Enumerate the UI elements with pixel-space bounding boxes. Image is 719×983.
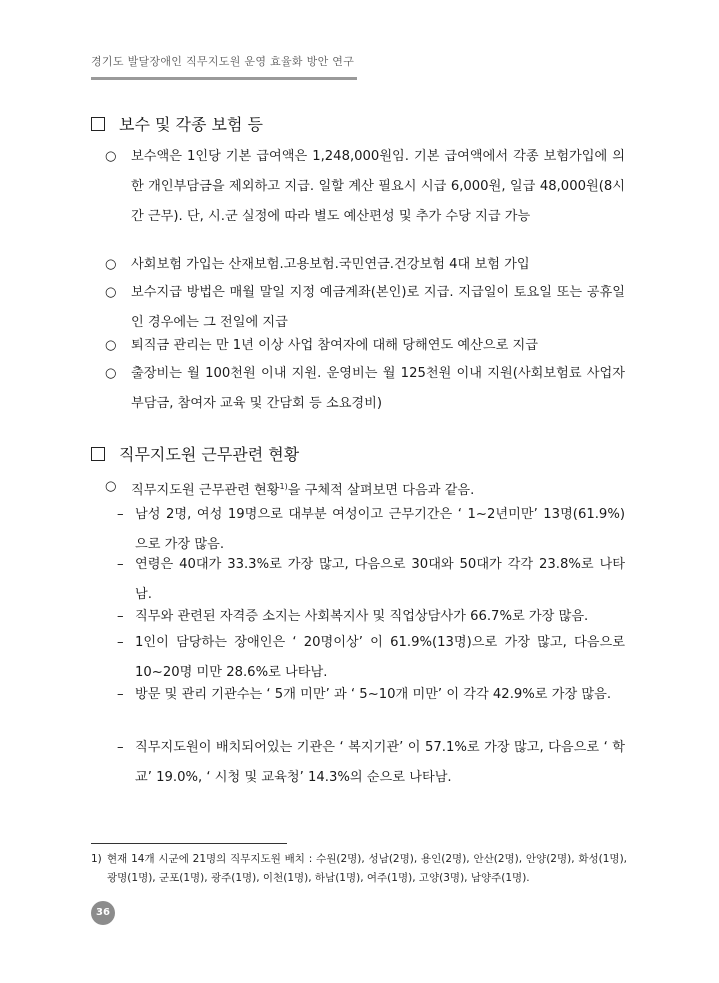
section-title-text: 직무지도원 근무관련 현황 — [119, 445, 300, 464]
list-item-text: 퇴직금 관리는 만 1년 이상 사업 참여자에 대해 당해연도 예산으로 지급 — [131, 338, 539, 353]
dash-bullet-icon: – — [117, 740, 124, 755]
list-item — [105, 250, 625, 280]
circle-bullet-icon: ○ — [105, 257, 117, 272]
footnote-text: 현재 14개 시군에 21명의 직무지도원 배치 : 수원(2명), 성남(2명), 용인(2명), 안산(2명), 안양(2명), 화성(1명), 광명(1명), 군포(1명), 광주(1명), 이천(1명), 하남(1명), 여주(1명), 고양(3명), 남양주(1명). — [107, 853, 627, 884]
list-item — [105, 359, 625, 419]
footnote — [91, 850, 627, 888]
page-number-badge: 36 — [91, 901, 115, 925]
dash-item-text: 방문 및 관리 기관수는 ‘ 5개 미만’ 과 ‘ 5~10개 미만’ 이 각각 42.9%로 가장 많음. — [135, 687, 612, 702]
circle-bullet-icon: ○ — [105, 366, 117, 381]
section-title-text: 보수 및 각종 보험 등 — [119, 115, 263, 134]
list-item — [105, 278, 625, 338]
circle-bullet-icon: ○ — [105, 338, 117, 353]
dash-item — [117, 550, 625, 610]
header-rule — [91, 77, 357, 80]
list-item-text: 사회보험 가입는 산재보험.고용보험.국민연금.건강보험 4대 보험 가입 — [131, 257, 530, 272]
section-title-pay-insurance — [91, 112, 263, 135]
dash-item-text: 직무지도원이 배치되어있는 기관은 ‘ 복지기관’ 이 57.1%로 가장 많고, 다음으로 ‘ 학교’ 19.0%, ‘ 시청 및 교육청’ 14.3%의 순으로 나타남. — [135, 740, 625, 785]
dash-bullet-icon: – — [117, 557, 124, 572]
circle-bullet-icon: ○ — [105, 149, 117, 164]
dash-item — [117, 733, 625, 793]
footnote-number: 1) — [91, 853, 102, 865]
footnote-rule — [91, 843, 287, 844]
dash-bullet-icon: – — [117, 635, 124, 650]
section-square-marker — [91, 447, 105, 461]
list-item-text: 출장비는 월 100천원 이내 지원. 운영비는 월 125천원 이내 지원(사회보험료 사업자부담금, 참여자 교육 및 간담회 등 소요경비) — [131, 366, 625, 411]
dash-item — [117, 628, 625, 688]
dash-item — [117, 680, 625, 710]
dash-item-text: 남성 2명, 여성 19명으로 대부분 여성이고 근무기간은 ‘ 1~2년미만’ 13명(61.9%)으로 가장 많음. — [135, 507, 625, 552]
section-title-work-status — [91, 442, 299, 465]
list-item — [105, 142, 625, 232]
dash-bullet-icon: – — [117, 609, 124, 624]
circle-bullet-icon: ○ — [105, 285, 117, 300]
footnote-reference: 1) — [279, 482, 288, 491]
dash-item-text: 직무와 관련된 자격증 소지는 사회복지사 및 직업상담사가 66.7%로 가장 많음. — [135, 609, 589, 624]
list-item-text: 직무지도원 근무관련 현황$^{1)}$을 구체적 살펴보면 다음과 같음. — [131, 482, 475, 498]
dash-bullet-icon: – — [117, 687, 124, 702]
section-square-marker — [91, 117, 105, 131]
running-head: 경기도 발달장애인 직무지도원 운영 효율화 방안 연구 — [91, 55, 355, 68]
dash-item-text: 연령은 40대가 33.3%로 가장 많고, 다음으로 30대와 50대가 각각 23.8%로 나타남. — [135, 557, 625, 602]
list-item — [105, 331, 625, 361]
dash-bullet-icon: – — [117, 507, 124, 522]
list-item-text: 보수액은 1인당 기본 급여액은 1,248,000원임. 기본 급여액에서 각종 보험가입에 의한 개인부담금을 제외하고 지급. 일할 계산 필요시 시급 6,000원, 일급 48,000원(8시간 근무). 단, 시.군 실정에 따라 별도 예산편성 및 추가 수당 지급 가능 — [131, 149, 625, 224]
circle-bullet-icon: ○ — [105, 479, 117, 494]
dash-item-text: 1인이 담당하는 장애인은 ‘ 20명이상’ 이 61.9%(13명)으로 가장 많고, 다음으로 10~20명 미만 28.6%로 나타남. — [135, 635, 625, 680]
list-item-text: 보수지급 방법은 매월 말일 지정 예금계좌(본인)로 지급. 지급일이 토요일 또는 공휴일인 경우에는 그 전일에 지급 — [131, 285, 625, 330]
